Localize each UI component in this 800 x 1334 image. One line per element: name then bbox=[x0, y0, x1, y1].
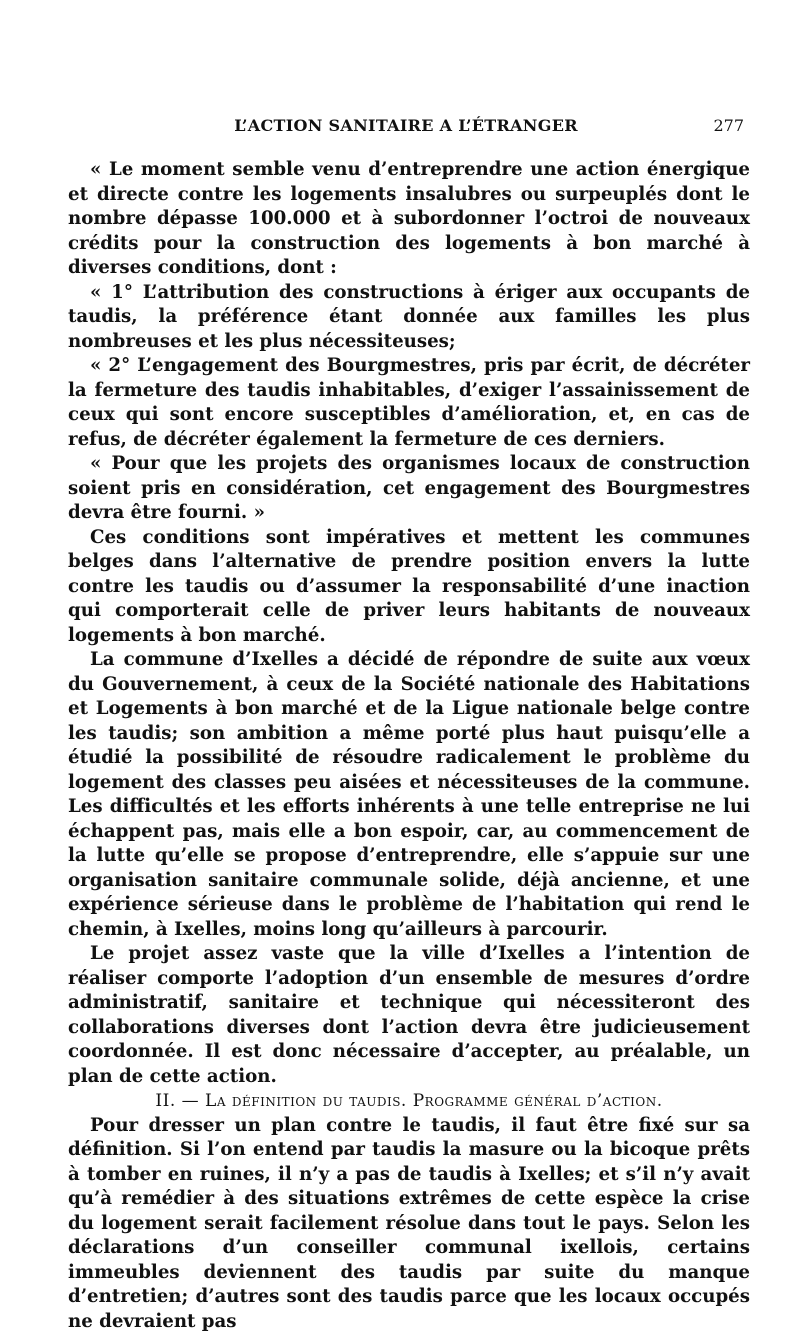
running-title: L’ACTION SANITAIRE A L’ÉTRANGER bbox=[68, 116, 744, 135]
section-number: II. — bbox=[155, 1091, 199, 1111]
section-heading bbox=[68, 1089, 750, 1114]
paragraph-quote-condition-1: « 1° L’attribution des constructions à ériger aux occupants de taudis, la préférence étant donnée aux familles les plus nombreuses et les plus nécessiteuses; bbox=[68, 281, 750, 355]
running-head bbox=[68, 116, 744, 142]
paragraph-project: Le projet assez vaste que la ville d’Ixelles a l’intention de réaliser comporte l’adoption d’un ensemble de mesures d’ordre administratif, sanitaire et technique qui nécessiteront des collaborations diverses dont l’action devra être judicieusement coordonnée. Il est donc nécessaire d’accepter, au préalable, un plan de cette action. bbox=[68, 942, 750, 1089]
paragraph-quote-intro: « Le moment semble venu d’entreprendre une action énergique et directe contre les logements insalubres ou surpeuplés dont le nombre dépasse 100.000 et à subordonner l’octroi de nouveaux crédits pour la construction des logements à bon marché à diverses conditions, dont : bbox=[68, 158, 750, 281]
page-number: 277 bbox=[713, 116, 744, 135]
body-text bbox=[68, 158, 750, 1334]
paragraph-definition: Pour dresser un plan contre le taudis, il faut être fixé sur sa définition. Si l’on entend par taudis la masure ou la bicoque prêts à tomber en ruines, il n’y a pas de taudis à Ixelles; et s’il n’y avait qu’à remédier à des situations extrêmes de cette espèce la crise du logement serait facilement résolue dans tout le pays. Selon les déclarations d’un conseiller communal ixellois, certains immeubles deviennent des taudis par suite du manque d’entretien; d’autres sont des taudis parce que les locaux occupés ne devraient pas bbox=[68, 1114, 750, 1334]
paragraph-quote-condition-2: « 2° L’engagement des Bourgmestres, pris par écrit, de décréter la fermeture des taudis inhabitables, d’exiger l’assainissement de ceux qui sont encore susceptibles d’amélioration, et, en cas de refus, de décréter également la fermeture de ces derniers. bbox=[68, 354, 750, 452]
paragraph-ixelles-decision: La commune d’Ixelles a décidé de répondre de suite aux vœux du Gouvernement, à ceux de la Société nationale des Habitations et Logements à bon marché et de la Ligue nationale belge contre les taudis; son ambition a même porté plus haut puisqu’elle a étudié la possibilité de résoudre radicalement le problème du logement des classes peu aisées et nécessiteuses de la commune. Les difficultés et les efforts inhérents à une telle entreprise ne lui échappent pas, mais elle a bon espoir, car, au commencement de la lutte qu’elle se propose d’entreprendre, elle s’appuie sur une organisation sanitaire communale solide, déjà ancienne, et une expérience sérieuse dans le problème de l’habitation qui rend le chemin, à Ixelles, moins long qu’ailleurs à parcourir. bbox=[68, 648, 750, 942]
paragraph-quote-closing: « Pour que les projets des organismes locaux de construction soient pris en considération, cet engagement des Bourgmestres devra être fourni. » bbox=[68, 452, 750, 526]
paragraph-conditions: Ces conditions sont impératives et mettent les communes belges dans l’alternative de prendre position envers la lutte contre les taudis ou d’assumer la responsabilité d’une inaction qui comporterait celle de priver leurs habitants de nouveaux logements à bon marché. bbox=[68, 526, 750, 649]
section-title: La définition du taudis. Programme général d’action. bbox=[205, 1091, 663, 1111]
